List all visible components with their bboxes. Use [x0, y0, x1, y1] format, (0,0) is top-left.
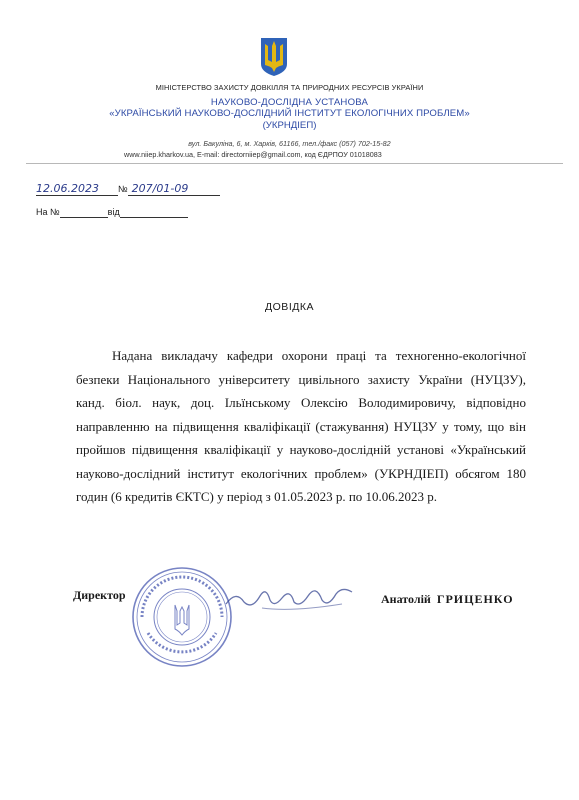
incoming-date-label: від [107, 207, 120, 217]
institution-address: вул. Бакуліна, 6, м. Харків, 61166, тел./факс (057) 702-15-82 [188, 139, 391, 148]
director-first-name: Анатолій [381, 592, 431, 606]
institution-contacts: www.niiep.kharkov.ua, E-mail: directorniiep@gmail.com, код ЄДРПОУ 01018083 [124, 150, 382, 159]
director-position: Директор [73, 588, 126, 602]
institution-type: НАУКОВО-ДОСЛІДНА УСТАНОВА [210, 97, 369, 108]
outgoing-number: 207/01-09 [128, 182, 220, 196]
body-paragraph: Надана викладачу кафедри охорони праці та техногенно-екологічної безпеки Національного університету цивільного захисту України (НУЦЗУ), канд. біол. наук, доц. Ільїнському Олексію Володимировичу, відповідно направленню на підвищення кваліфікації (стажування) НУЦЗУ у тому, що він пройшов підвищення кваліфікації у науково-дослідній установі «Український науково-дослідний інститут екологічних проблем» (УКРНДІЕП) обсягом 180 годин (6 кредитів ЄКТС) у період з 01.05.2023 р. по 10.06.2023 р. [76, 348, 526, 504]
trident-emblem-icon [259, 36, 289, 78]
official-stamp-icon [130, 565, 234, 669]
director-name [381, 592, 514, 607]
incoming-reference [36, 207, 188, 218]
institution-name: «УКРАЇНСЬКИЙ НАУКОВО-ДОСЛІДНИЙ ІНСТИТУТ ЕКОЛОГІЧНИХ ПРОБЛЕМ» [109, 108, 470, 119]
outgoing-reference [36, 182, 220, 196]
outgoing-number-label: № [118, 184, 128, 194]
institution-abbr: (УКРНДІЕП) [262, 120, 317, 131]
ministry-name: МІНІСТЕРСТВО ЗАХИСТУ ДОВКІЛЛЯ ТА ПРИРОДНИХ РЕСУРСІВ УКРАЇНИ [155, 83, 424, 92]
director-surname: ГРИЦЕНКО [436, 592, 514, 606]
incoming-number-label: На № [36, 207, 60, 217]
handwritten-signature-icon [222, 578, 358, 616]
document-body [76, 344, 526, 509]
outgoing-date: 12.06.2023 [36, 182, 118, 196]
document-title: ДОВІДКА [265, 301, 314, 313]
header-divider [26, 163, 563, 164]
